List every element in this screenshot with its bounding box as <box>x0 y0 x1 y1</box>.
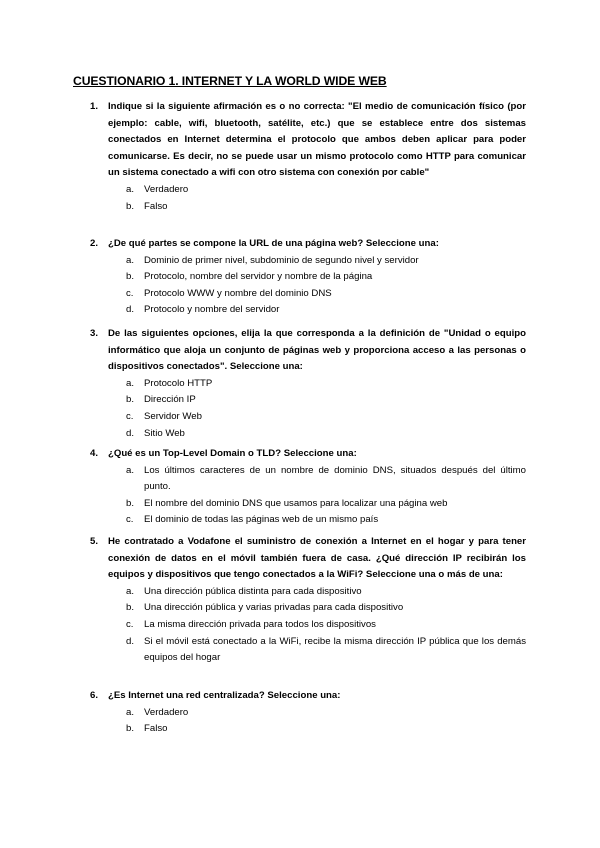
option-letter: a. <box>126 585 135 597</box>
option-list <box>126 463 526 529</box>
question-number: 2. <box>90 238 99 249</box>
option-d[interactable] <box>126 426 526 443</box>
option-letter: d. <box>126 635 135 647</box>
question-number: 3. <box>90 328 99 339</box>
option-letter: a. <box>126 254 135 266</box>
page-title: CUESTIONARIO 1. INTERNET Y LA WORLD WIDE WEB <box>73 74 387 88</box>
option-text: Falso <box>144 200 168 212</box>
option-letter: c. <box>126 410 134 422</box>
option-text: El dominio de todas las páginas web de un mismo país <box>144 514 379 526</box>
option-a[interactable] <box>126 376 526 393</box>
question-1 <box>90 99 526 215</box>
option-text: Una dirección pública y varias privadas para cada dispositivo <box>144 602 404 614</box>
option-c[interactable] <box>126 286 526 303</box>
option-a[interactable] <box>126 584 526 601</box>
option-letter: d. <box>126 427 135 439</box>
question-number: 6. <box>90 690 99 701</box>
option-text: Verdadero <box>144 706 189 718</box>
option-text: Una dirección pública distinta para cada dispositivo <box>144 585 362 597</box>
option-b[interactable] <box>126 392 526 409</box>
option-a[interactable] <box>126 253 526 270</box>
option-text: Protocolo HTTP <box>144 377 213 389</box>
option-text: Verdadero <box>144 183 189 195</box>
option-a[interactable] <box>126 463 526 496</box>
option-b[interactable] <box>126 721 526 738</box>
option-letter: c. <box>126 618 134 630</box>
question-6 <box>90 688 526 738</box>
option-letter: b. <box>126 723 135 735</box>
question-text: ¿Es Internet una red centralizada? Seleccione una: <box>108 690 341 701</box>
option-letter: b. <box>126 394 135 406</box>
option-d[interactable] <box>126 302 526 319</box>
option-list <box>126 584 526 667</box>
question-text: ¿De qué partes se compone la URL de una página web? Seleccione una: <box>108 238 439 249</box>
option-letter: c. <box>126 287 134 299</box>
option-text: Sitio Web <box>144 427 185 439</box>
option-b[interactable] <box>126 199 526 216</box>
option-b[interactable] <box>126 600 526 617</box>
question-text: De las siguientes opciones, elija la que corresponda a la definición de "Unidad o equipo informático que aloja un conjunto de páginas web y proporciona acceso a las personas o dispositivos conectados". Seleccione una: <box>108 328 526 373</box>
option-b[interactable] <box>126 496 526 513</box>
option-text: Los últimos caracteres de un nombre de dominio DNS, situados después del último punto. <box>144 464 526 493</box>
question-5 <box>90 534 526 667</box>
question-4 <box>90 446 526 529</box>
option-b[interactable] <box>126 269 526 286</box>
option-text: Dominio de primer nivel, subdominio de segundo nivel y servidor <box>144 254 419 266</box>
option-letter: a. <box>126 377 135 389</box>
option-d[interactable] <box>126 634 526 667</box>
question-text: Indique si la siguiente afirmación es o no correcta: "El medio de comunicación físico (por ejemplo: cable, wifi, bluetooth, satélite, etc.) que se establece entre dos sistemas conectados en Internet determina el protocolo que ambos deben aplicar para poder comunicarse. Es decir, no se puede usar un mismo protocolo como HTTP para comunicar un sistema conectado a wifi con otro sistema con conexión por cable" <box>108 101 526 179</box>
option-c[interactable] <box>126 617 526 634</box>
option-text: Si el móvil está conectado a la WiFi, recibe la misma dirección IP pública que los demás equipos del hogar <box>144 635 526 664</box>
option-letter: a. <box>126 706 135 718</box>
option-letter: b. <box>126 602 135 614</box>
option-letter: b. <box>126 200 135 212</box>
option-letter: a. <box>126 464 135 476</box>
option-letter: c. <box>126 514 134 526</box>
option-c[interactable] <box>126 409 526 426</box>
option-text: Protocolo WWW y nombre del dominio DNS <box>144 287 332 299</box>
option-c[interactable] <box>126 512 526 529</box>
question-number: 4. <box>90 448 99 459</box>
option-letter: b. <box>126 497 135 509</box>
option-text: Protocolo y nombre del servidor <box>144 304 280 316</box>
option-text: Servidor Web <box>144 410 202 422</box>
question-text: ¿Qué es un Top-Level Domain o TLD? Seleccione una: <box>108 448 357 459</box>
option-text: Protocolo, nombre del servidor y nombre de la página <box>144 271 373 283</box>
option-list <box>126 253 526 319</box>
option-text: El nombre del dominio DNS que usamos para localizar una página web <box>144 497 448 509</box>
option-text: Falso <box>144 723 168 735</box>
option-list <box>126 376 526 442</box>
question-3 <box>90 326 526 442</box>
question-text: He contratado a Vodafone el suministro de conexión a Internet en el hogar y para tener conexión de datos en el móvil también fuera de casa. ¿Qué dirección IP recibirán los equipos y dispositivos que tengo conectados a la WiFi? Seleccione una o más de una: <box>108 536 526 581</box>
question-number: 1. <box>90 101 99 112</box>
option-letter: d. <box>126 304 135 316</box>
option-a[interactable] <box>126 182 526 199</box>
option-list <box>126 705 526 738</box>
option-list <box>126 182 526 215</box>
option-letter: a. <box>126 183 135 195</box>
option-text: Dirección IP <box>144 394 196 406</box>
option-letter: b. <box>126 271 135 283</box>
option-text: La misma dirección privada para todos los dispositivos <box>144 618 376 630</box>
question-2 <box>90 236 526 319</box>
option-a[interactable] <box>126 705 526 722</box>
question-number: 5. <box>90 536 99 547</box>
